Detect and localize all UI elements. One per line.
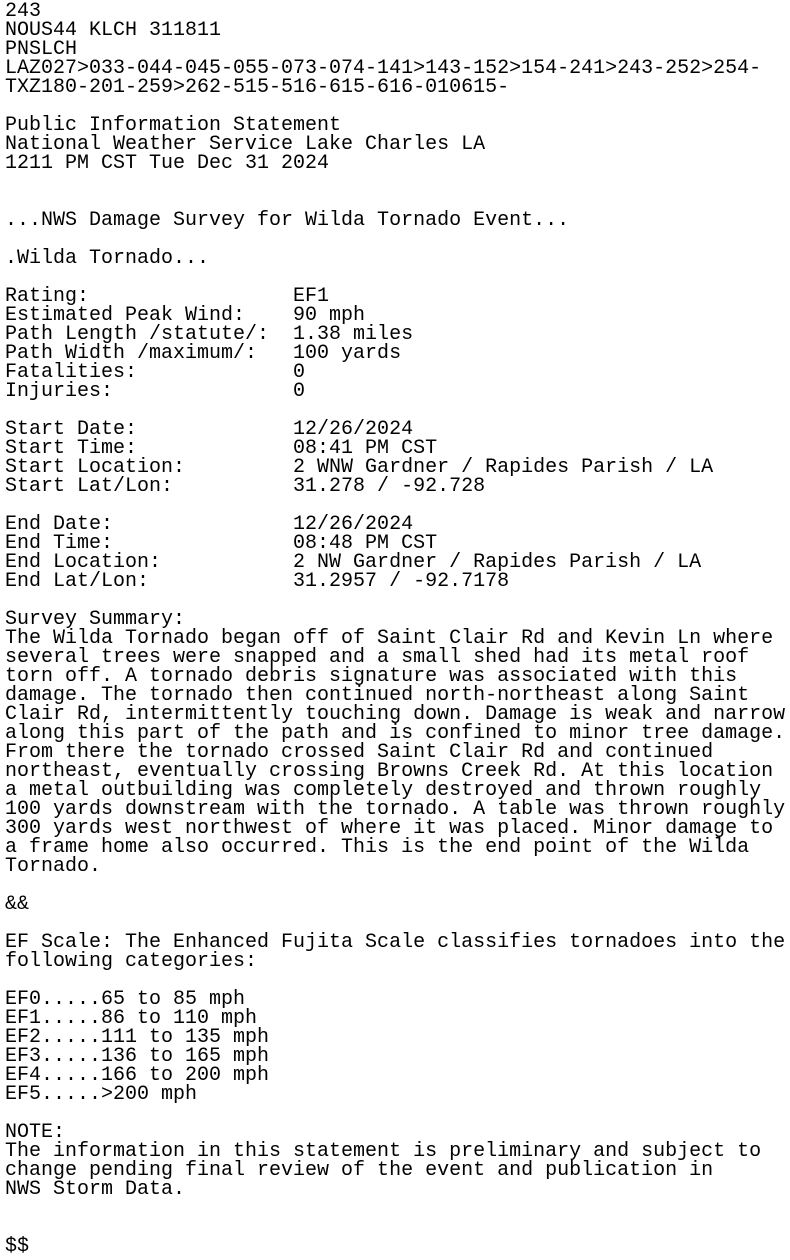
statement-line: Start Location: 2 WNW Gardner / Rapides Parish / LA <box>5 456 714 479</box>
statement-line: Start Lat/Lon: 31.278 / -92.728 <box>5 475 486 498</box>
statement-line: Injuries: 0 <box>5 380 306 403</box>
statement-line: Tornado. <box>5 855 102 878</box>
statement-line: Estimated Peak Wind: 90 mph <box>5 304 366 327</box>
statement-line: Start Date: 12/26/2024 <box>5 418 414 441</box>
statement-line: 1211 PM CST Tue Dec 31 2024 <box>5 152 330 175</box>
statement-line: End Time: 08:48 PM CST <box>5 532 438 555</box>
statement-line: The Wilda Tornado began off of Saint Clair Rd and Kevin Ln where <box>5 627 774 650</box>
statement-line: 100 yards downstream with the tornado. A table was thrown roughly <box>5 798 786 821</box>
statement-line: change pending final review of the event and publication in <box>5 1159 714 1182</box>
statement-line: && <box>5 893 30 916</box>
statement-line: damage. The tornado then continued north-northeast along Saint <box>5 684 750 707</box>
statement-line: .Wilda Tornado... <box>5 247 210 270</box>
statement-line: EF2.....111 to 135 mph <box>5 1026 270 1049</box>
statement-line: Start Time: 08:41 PM CST <box>5 437 438 460</box>
statement-line: National Weather Service Lake Charles LA <box>5 133 486 156</box>
statement-line: The information in this statement is preliminary and subject to <box>5 1140 762 1163</box>
statement-line <box>5 876 785 895</box>
statement-line: NOTE: <box>5 1121 66 1144</box>
statement-line: Fatalities: 0 <box>5 361 306 384</box>
statement-line: End Date: 12/26/2024 <box>5 513 414 536</box>
statement-line: NOUS44 KLCH 311811 <box>5 19 222 42</box>
statement-line <box>5 173 785 192</box>
statement-line: several trees were snapped and a small shed had its metal roof <box>5 646 750 669</box>
statement-line: Rating: EF1 <box>5 285 330 308</box>
statement-line: Path Length /statute/: 1.38 miles <box>5 323 414 346</box>
statement-line: Public Information Statement <box>5 114 342 137</box>
statement-line: 243 <box>5 0 42 23</box>
statement-line: along this part of the path and is confined to minor tree damage. <box>5 722 786 745</box>
statement-line: a metal outbuilding was completely destroyed and thrown roughly <box>5 779 762 802</box>
statement-line: 300 yards west northwest of where it was placed. Minor damage to <box>5 817 774 840</box>
statement-line: following categories: <box>5 950 258 973</box>
statement-line: EF5.....>200 mph <box>5 1083 198 1106</box>
statement-line: End Lat/Lon: 31.2957 / -92.7178 <box>5 570 510 593</box>
statement-line: a frame home also occurred. This is the end point of the Wilda <box>5 836 750 859</box>
statement-line: EF Scale: The Enhanced Fujita Scale classifies tornadoes into the <box>5 931 786 954</box>
statement-line: TXZ180-201-259>262-515-516-615-616-010615- <box>5 76 510 99</box>
statement-line: ...NWS Damage Survey for Wilda Tornado Event... <box>5 209 570 232</box>
statement-line: EF1.....86 to 110 mph <box>5 1007 258 1030</box>
statement-line: Path Width /maximum/: 100 yards <box>5 342 402 365</box>
statement-line: EF3.....136 to 165 mph <box>5 1045 270 1068</box>
statement-line <box>5 1218 785 1237</box>
statement-line <box>5 1199 785 1218</box>
statement-line: northeast, eventually crossing Browns Creek Rd. At this location <box>5 760 774 783</box>
statement-line: Survey Summary: <box>5 608 186 631</box>
statement-line: PNSLCH <box>5 38 78 61</box>
statement-line: NWS Storm Data. <box>5 1178 186 1201</box>
statement-line: LAZ027>033-044-045-055-073-074-141>143-152>154-241>243-252>254- <box>5 57 762 80</box>
statement-line: EF4.....166 to 200 mph <box>5 1064 270 1087</box>
statement-line <box>5 1104 785 1123</box>
statement-line: EF0.....65 to 85 mph <box>5 988 246 1011</box>
statement-line: End Location: 2 NW Gardner / Rapides Parish / LA <box>5 551 702 574</box>
statement-line: torn off. A tornado debris signature was associated with this <box>5 665 738 688</box>
statement-line: $$ <box>5 1235 30 1258</box>
statement-line: From there the tornado crossed Saint Clair Rd and continued <box>5 741 714 764</box>
public-information-statement <box>5 2 785 1256</box>
statement-line: Clair Rd, intermittently touching down. Damage is weak and narrow <box>5 703 786 726</box>
